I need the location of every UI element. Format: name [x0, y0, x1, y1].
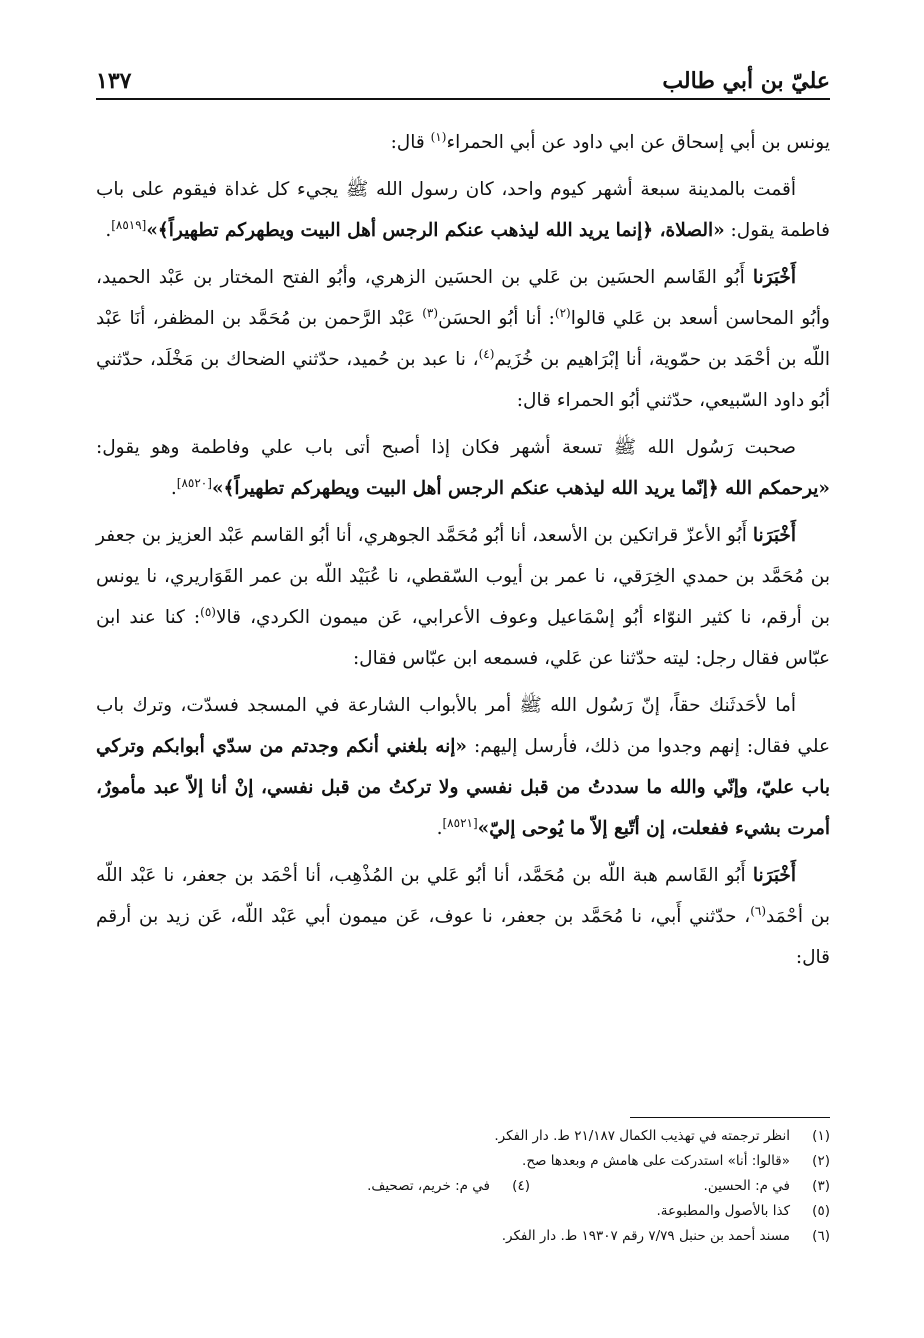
paragraph-1: يونس بن أبي إسحاق عن ابي داود عن أبي الحمراء$^{(١)}$ قال: — [390, 129, 830, 153]
footnote: (٤) في م: خريم، تصحيف. — [367, 1178, 530, 1194]
akhbarana-word: أَخْبَرَنا — [752, 525, 796, 546]
footnotes — [96, 1124, 830, 1249]
footnote-ref: (٦) — [750, 903, 767, 918]
footnote: (٥) كذا بالأصول والمطبوعة. — [656, 1203, 830, 1219]
footnote: (١) انظر ترجمته في تهذيب الكمال ٢١/١٨٧ ط. دار الفكر. — [494, 1128, 830, 1144]
footnote: (٦) مسند أحمد بن حنبل ٧/٧٩ رقم ١٩٣٠٧ ط. دار الفكر. — [501, 1228, 830, 1244]
paragraph-7: أَخْبَرَنا أَبُو القَاسم هبة اللّه بن مُحَمَّد، أنا أبُو عَلي بن المُذْهِب، أنا أحْمَد بن جعفر، نا عَبْد اللّه بن أحْمَد$^{(٦)}$، حدّثني أَبي، نا مُحَمَّد بن جعفر، نا عوف، عَن ميمون أبي عَبْد اللّه، عَن زيد بن أرقم قال: — [96, 865, 830, 968]
footnote-ref: (٥) — [200, 604, 216, 619]
page-header — [96, 58, 830, 100]
footnote: (٢) «قالوا: أنا» استدركت على هامش م وبعدها صح. — [522, 1153, 830, 1169]
paragraph-3: أَخْبَرَنا أَبُو القَاسم الحسَين بن عَلي بن الحسَين الزهري، وأبُو الفتح المختار بن عَبْد الحميد، وأبُو المحاسن أسعد بن عَلي قالوا$^{(٢)}$: أنا أبُو الحسَن$^{(٣)}$ عَبْد الرَّحمن بن مُحَمَّد بن المظفر، أنَا عَبْد اللّه بن أحْمَد بن حمّوية، أنا إبْرَاهيم بن خُزَيم$^{(٤)}$، نا عبد بن حُميد، حدّثني الضحاك بن مَخْلَد، حدّثني أبُو داود السّبيعي، حدّثني أبُو الحمراء قال: — [96, 267, 830, 411]
paragraph-4: صحبت رَسُول الله ﷺ تسعة أشهر فكان إذا أصبح أتى باب علي وفاطمة وهو يقول: «يرحمكم الله ﴿إنّما يريد الله ليذهب عنكم الرجس أهل البيت ويطهركم تطهيراً﴾»[٨٥٢٠]. — [96, 437, 830, 499]
hadith-quote: «الصلاة، ﴿إنما يريد الله ليذهب عنكم الرجس أهل البيت ويطهركم تطهيراً﴾» — [146, 220, 725, 241]
footnote-ref: (٣) — [422, 305, 439, 320]
footnote: (٣) في م: الحسين. — [703, 1178, 830, 1194]
footnote-row — [96, 1174, 830, 1199]
akhbarana-word: أَخْبَرَنا — [752, 865, 796, 886]
footnote-ref: (١) — [430, 129, 447, 144]
akhbarana-word: أَخْبَرَنا — [752, 267, 796, 288]
paragraph-2: أقمت بالمدينة سبعة أشهر كيوم واحد، كان رسول الله ﷺ يجيء كل غداة فيقوم على باب فاطمة يقول: «الصلاة، ﴿إنما يريد الله ليذهب عنكم الرجس أهل البيت ويطهركم تطهيراً﴾»[٨٥١٩]. — [96, 179, 830, 241]
page-number: ١٣٧ — [96, 68, 132, 94]
hadith-quote: «إنه بلغني أنكم وجدتم من سدّي أبوابكم وتركي باب عليّ، وإنّي والله ما سددتُ من قبل نفسي ولا تركتُ من قبل نفسي، إنْ أنا إلاّ عبد مأمورٌ، أمرت بشيء ففعلت، إن أتّبع إلاّ ما يُوحى إليّ» — [96, 736, 830, 839]
paragraph-6: أما لأحَدثَنك حقاً، إنّ رَسُول الله ﷺ أمر بالأبواب الشارعة في المسجد فسدّت، وترك باب علي فقال: إنهم وجدوا من ذلك، فأرسل إليهم: «إنه بلغني أنكم وجدتم من سدّي أبوابكم وتركي باب عليّ، وإنّي والله ما سددتُ من قبل نفسي ولا تركتُ من قبل نفسي، إنْ أنا إلاّ عبد مأمورٌ، أمرت بشيء ففعلت، إن أتّبع إلاّ ما يُوحى إليّ»[٨٥٢١]. — [96, 695, 830, 839]
hadith-number: [٨٥٢٠] — [176, 475, 212, 490]
footnote-divider — [630, 1117, 830, 1118]
hadith-quote: «يرحمكم الله ﴿إنّما يريد الله ليذهب عنكم الرجس أهل البيت ويطهركم تطهيراً﴾» — [211, 478, 830, 499]
main-text — [96, 122, 830, 984]
running-title: عليّ بن أبي طالب — [662, 68, 830, 94]
hadith-number: [٨٥٢١] — [442, 815, 478, 830]
footnote-ref: (٢) — [554, 305, 571, 320]
hadith-number: [٨٥١٩] — [111, 217, 147, 232]
paragraph-5: أَخْبَرَنا أَبُو الأعزّ قراتكين بن الأسعد، أنا أبُو مُحَمَّد الجوهري، أنا أبُو القاسم عَبْد العزيز بن جعفر بن مُحَمَّد بن حمدي الخِرَقي، نا عمر بن أيوب السّقطي، نا عُبَيْد اللّه بن عمر القَوَاريري، نا يونس بن أرقم، نا كثير النوّاء أبُو إسْمَاعيل وعوف الأعرابي، عَن ميمون الكردي، قالا$^{(٥)}$: كنا عند ابن عبّاس فقال رجل: ليته حدّثنا عن عَلي، فسمعه ابن عبّاس فقال: — [96, 525, 831, 669]
footnote-ref: (٤) — [478, 346, 495, 361]
